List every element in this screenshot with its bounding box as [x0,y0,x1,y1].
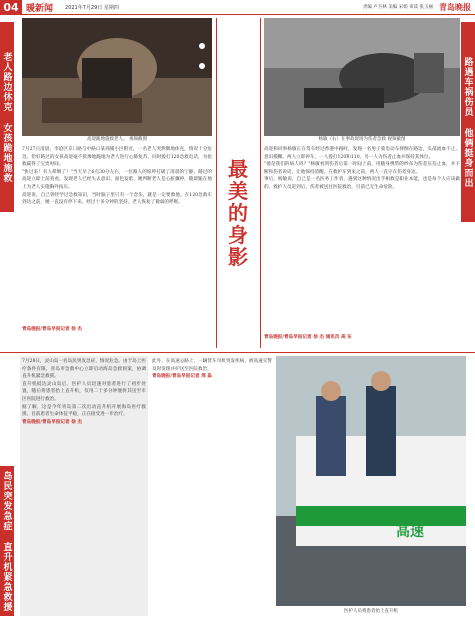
story3-byline: 青岛晚报/青岛早报记者 徐 杰 [22,419,83,425]
story4-photo [276,356,466,606]
story3-paragraph-1: 7月28日，灵山岛一名岛民突发急症，情况危急。由于岛上医疗条件有限，青岛市急救中心立即启动海岛急救预案，协调直升机紧急救援。 [22,359,146,380]
story1-paragraph-3: 高迎说，自己曾经学过急救知识，当时脑子里只有一个念头，就是一定要救他。在120急救车到达之前，她一直没有停下来。经过十多分钟的坚持，老人恢复了微弱的呼吸。 [22,192,212,206]
story2-headline-band: 路遇车祸伤员 他俩挺身而出 [461,22,475,222]
story1-caption: 高迎跪地施救老人。 视频截图 [87,137,147,142]
story2-caption: 杨敏（右）在事故现场为伤者急救 视频截图 [318,137,406,142]
story2-body [264,146,460,334]
story1-paragraph-2: "快过来！有人晕倒了！"当天早上6点30分左右，一位路人的惊呼打破了清晨的宁静。路过的高迎立即上前查看，发现老人已经失去意识、面色发紫，她判断老人是心脏骤停，随即跪在地上为老人实施胸外按压。 [22,169,212,190]
story4-byline: 青岛晚报/青岛早报记者 周 淼 [152,374,213,380]
story3-paragraph-3: 据了解，这是今年青岛第二次出动直升机开展海岛医疗救援。目前患者生命体征平稳，正在接受进一步治疗。 [22,404,146,418]
story2-byline: 青岛晚报/青岛早报记者 徐 杰 通讯员 高 东 [264,335,352,340]
story3-body [22,358,146,614]
story2-photo [264,18,460,136]
story2-paragraph-3: 事后，杨敏说，自己是一名医务工作者，遇到这种情况出手相救是职业本能，也是每个人应该做的。救护人员赶到后，伤者被送往医院救治，目前已无生命危险。 [264,177,460,190]
column-divider-left [216,18,217,348]
story4-body [152,358,272,614]
story1-photo [22,18,212,136]
story1-byline: 青岛晚报/青岛早报记者 徐 杰 [22,327,83,332]
page-header [0,0,475,15]
story3-paragraph-2: 直升机抵达灵山岛后，医护人员迅速对患者进行了初步处置，随后将患者抬上直升机，仅用二十多分钟便将其送至市区医院进行救治。 [22,381,146,402]
feature-title: 最美的身影 [228,157,248,269]
page-number: 04 [0,0,22,14]
story4-caption: 医护人员将患者抬上直升机 [344,609,398,614]
story2-paragraph-1: 高迎和同事杨敏正在驾车经过香港中路时，发现一名男子骑电动车摔倒在路边，头部流血不止，意识模糊。两人立即停车，一人拨打120和110，另一人为伤者止血并保持其体位。 [264,147,460,160]
column-divider-right [260,18,261,348]
editor-credits: 责编 卢丕林 美编 宋娟 审读 张玉丽 [362,5,433,10]
story1-paragraph-1: 7月27日清晨，李沧区京口路与中路口某商铺小区附近，一名老人突然倒地休克，情况十分危急。恰好路过的女孩高迎毫不犹豫地跪地为老人进行心肺复苏，同时拨打120急救电话，为抢救赢得了宝贵时间。 [22,147,212,168]
story1-body [22,146,212,324]
section-title: 暖新闻 [26,3,54,14]
license-plate-text: 高速 [396,524,424,540]
newspaper-logo: 青岛晚报 [439,2,471,12]
story2-paragraph-2: "他是我们的病人吗？"杨敏看到伤者后第一时间上前，用随身携带的纱布为伤者压迫止血，并不断和伤者说话，让他保持清醒。在救护车到来之前，两人一直守在伤者身边。 [264,162,460,175]
story3-headline-band: 岛民突发急症 直升机紧急救援 [0,466,14,616]
story1-headline-band: 老人路边休克 女孩跪地施救 [0,22,14,212]
horizontal-divider [0,352,475,353]
issue-date: 2021年7月29日 星期四 [65,4,119,11]
story4-paragraph-1: 此外，在高速公路上，一辆货车司机突发疾病，被高速交警及时发现并护送至医院救治。 [152,359,272,372]
